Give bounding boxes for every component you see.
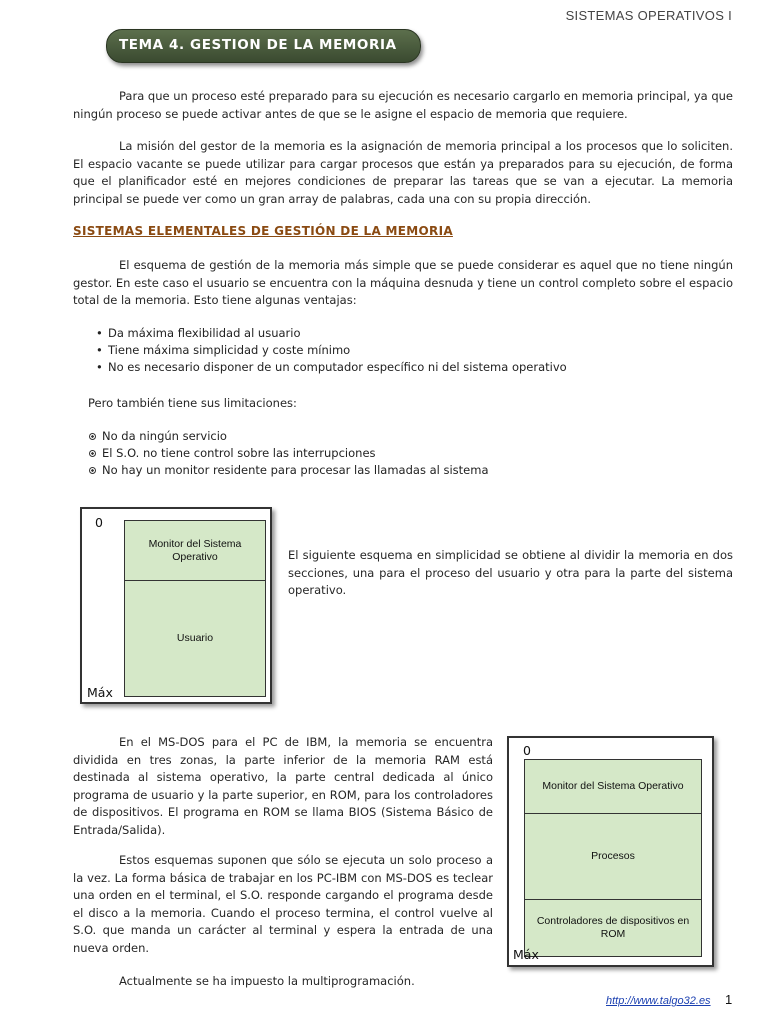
list-item: • No es necesario disponer de un computador específico ni del sistema operativo [96, 359, 567, 376]
section-title: SISTEMAS ELEMENTALES DE GESTIÓN DE LA MEMORIA [73, 224, 453, 238]
os-monitor-block: Monitor del Sistema Operativo [525, 760, 701, 814]
rom-controllers-block: Controladores de dispositivos en ROM [536, 915, 690, 940]
os-monitor-block: Monitor del Sistema Operativo [125, 521, 265, 581]
limitations-intro: Pero también tiene sus limitaciones: [88, 396, 297, 410]
address-max-label: Máx [87, 685, 113, 700]
memory-column [524, 759, 702, 957]
website-link[interactable]: http://www.talgo32.es [606, 995, 711, 1007]
limitations-list [88, 428, 489, 479]
intro-paragraph-1: Para que un proceso esté preparado para su ejecución es necesario cargarlo en memoria principal, ya que ningún proceso se puede activar antes de que se le asigne el espacio de memoria que requiere. [73, 89, 733, 121]
diagram-description: El siguiente esquema en simplicidad se obtiene al dividir la memoria en dos secciones, una para el proceso del usuario y otra para la parte del sistema operativo. [288, 548, 733, 597]
list-item: No hay un monitor residente para procesar las llamadas al sistema [88, 462, 489, 479]
section-paragraph-1: El esquema de gestión de la memoria más simple que se puede considerar es aquel que no tiene ningún gestor. En este caso el usuario se encuentra con la máquina desnuda y tiene un control completo sobre el espacio total de la memoria. Esto tiene algunas ventajas: [73, 258, 733, 307]
intro-paragraph-2: La misión del gestor de la memoria es la asignación de memoria principal a los procesos que lo soliciten. El espacio vacante se puede utilizar para cargar procesos que están ya preparados para su ejecución, de forma que el planificador esté en mejores condiciones de preparar las tareas que se van a ejecutar. La memoria principal se puede ver como un gran array de palabras, cada una con su propia dirección. [73, 139, 733, 206]
processes-block: Procesos [525, 814, 701, 900]
list-item: • Da máxima flexibilidad al usuario [96, 325, 567, 342]
address-zero-label: 0 [523, 743, 531, 758]
advantages-list [96, 325, 567, 376]
chapter-title-banner [106, 29, 421, 63]
list-item: El S.O. no tiene control sobre las interrupciones [88, 445, 489, 462]
list-item: No da ningún servicio [88, 428, 489, 445]
memory-diagram-msdos [507, 736, 714, 967]
final-paragraph: Actualmente se ha impuesto la multiprogramación. [119, 974, 415, 988]
chapter-title: TEMA 4. GESTION DE LA MEMORIA [119, 37, 397, 53]
schemes-paragraph: Estos esquemas suponen que sólo se ejecuta un solo proceso a la vez. La forma básica de trabajar en los PC-IBM con MS-DOS es teclear una orden en el terminal, el S.O. responde cargando el programa desde el disco a la memoria. Cuando el proceso termina, el control vuelve al S.O. que manda un carácter al terminal y espera la entrada de una nueva orden. [73, 853, 493, 955]
page-number: 1 [725, 992, 733, 1007]
msdos-paragraph: En el MS-DOS para el PC de IBM, la memoria se encuentra dividida en tres zonas, la parte inferior de la memoria RAM está destinada al sistema operativo, la parte central dedicada al único programa de usuario y la parte superior, en ROM, para los controladores de dispositivos. El programa en ROM se llama BIOS (Sistema Básico de Entrada/Salida). [73, 735, 493, 837]
memory-diagram-two-sections [80, 507, 272, 704]
memory-column [124, 520, 266, 697]
address-max-label: Máx [513, 947, 539, 962]
list-item: • Tiene máxima simplicidad y coste mínimo [96, 342, 567, 359]
course-header: SISTEMAS OPERATIVOS I [565, 8, 732, 23]
user-block: Usuario [176, 632, 214, 644]
address-zero-label: 0 [95, 515, 103, 530]
